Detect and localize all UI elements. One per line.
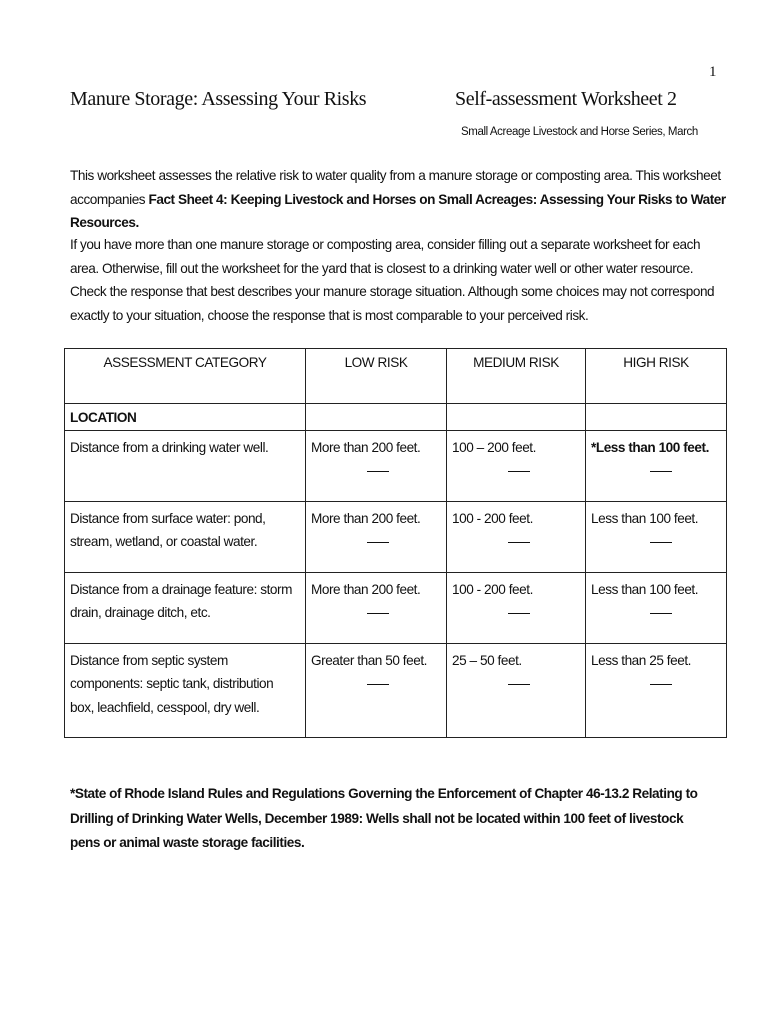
table-row (65, 501, 727, 572)
table-row (65, 430, 727, 501)
high-risk-text: Less than 100 feet. (591, 510, 699, 526)
medium-risk-cell (447, 430, 586, 501)
intro-paragraph-2: If you have more than one manure storage or composting area, consider filling out a separate worksheet for each area. Otherwise, fill out the worksheet for the yard that is closest to a drinking water well or other water resource. Check the response that best describes your manure storage situation. Although some choices may not correspond exactly to your situation, choose the response that is most comparable to your perceived risk. (70, 237, 715, 323)
row-category: Distance from a drainage feature: storm drain, drainage ditch, etc. (65, 572, 306, 643)
medium-risk-text: 100 – 200 feet. (452, 439, 536, 455)
low-risk-text: More than 200 feet. (311, 581, 421, 597)
low-risk-cell (306, 501, 447, 572)
assessment-table (64, 348, 727, 738)
low-risk-text: Greater than 50 feet. (311, 652, 427, 668)
medium-risk-cell (447, 572, 586, 643)
low-risk-text: More than 200 feet. (311, 510, 421, 526)
header-medium-risk: MEDIUM RISK (447, 349, 586, 404)
high-risk-text: *Less than 100 feet. (591, 439, 709, 455)
medium-risk-text: 100 - 200 feet. (452, 581, 533, 597)
medium-risk-checkbox-line[interactable] (508, 613, 530, 614)
low-risk-checkbox-line[interactable] (367, 542, 389, 543)
worksheet-title: Self-assessment Worksheet 2 (455, 88, 677, 110)
row-category: Distance from surface water: pond, stream, wetland, or coastal water. (65, 501, 306, 572)
high-risk-cell (586, 430, 727, 501)
low-risk-cell (306, 430, 447, 501)
page-title: Manure Storage: Assessing Your Risks (70, 88, 367, 110)
location-label: LOCATION (70, 410, 137, 425)
row-category: Distance from septic system components: septic tank, distribution box, leachfield, cesspool, dry well. (65, 643, 306, 737)
header-category: ASSESSMENT CATEGORY (65, 349, 306, 404)
section-row-location (65, 404, 727, 431)
fact-sheet-reference: Fact Sheet 4: Keeping Livestock and Horses on Small Acreages: Assessing Your Risks to Water Resources. (70, 191, 726, 230)
table-row (65, 643, 727, 737)
medium-risk-text: 100 - 200 feet. (452, 510, 533, 526)
header-low-risk: LOW RISK (306, 349, 447, 404)
medium-risk-text: 25 – 50 feet. (452, 652, 522, 668)
low-risk-cell (306, 643, 447, 737)
series-subtitle: Small Acreage Livestock and Horse Series, March (461, 126, 698, 138)
medium-risk-cell (447, 643, 586, 737)
low-risk-checkbox-line[interactable] (367, 613, 389, 614)
high-risk-text: Less than 25 feet. (591, 652, 691, 668)
table-row (65, 572, 727, 643)
high-risk-checkbox-line[interactable] (650, 684, 672, 685)
medium-risk-cell (447, 501, 586, 572)
medium-risk-checkbox-line[interactable] (508, 684, 530, 685)
high-risk-cell (586, 501, 727, 572)
low-risk-text: More than 200 feet. (311, 439, 421, 455)
high-risk-checkbox-line[interactable] (650, 542, 672, 543)
high-risk-checkbox-line[interactable] (650, 613, 672, 614)
footnote: *State of Rhode Island Rules and Regulations Governing the Enforcement of Chapter 46-13.2 Relating to Drilling of Drinking Water Wells, December 1989: Wells shall not be located within 100 feet of livestock pens or animal waste storage facilities. (70, 786, 698, 850)
section-label (65, 404, 306, 431)
high-risk-cell (586, 643, 727, 737)
high-risk-cell (586, 572, 727, 643)
low-risk-checkbox-line[interactable] (367, 684, 389, 685)
table-header-row (65, 349, 727, 404)
low-risk-cell (306, 572, 447, 643)
row-category: Distance from a drinking water well. (65, 430, 306, 501)
medium-risk-checkbox-line[interactable] (508, 542, 530, 543)
page-number: 1 (709, 64, 717, 80)
intro-paragraph-1 (70, 164, 730, 235)
low-risk-checkbox-line[interactable] (367, 471, 389, 472)
high-risk-checkbox-line[interactable] (650, 471, 672, 472)
intro-text: This worksheet assesses the relative risk to water quality from a manure storage or composting area. This worksheet accompanies (70, 168, 721, 207)
medium-risk-checkbox-line[interactable] (508, 471, 530, 472)
header-high-risk: HIGH RISK (586, 349, 727, 404)
high-risk-text: Less than 100 feet. (591, 581, 699, 597)
